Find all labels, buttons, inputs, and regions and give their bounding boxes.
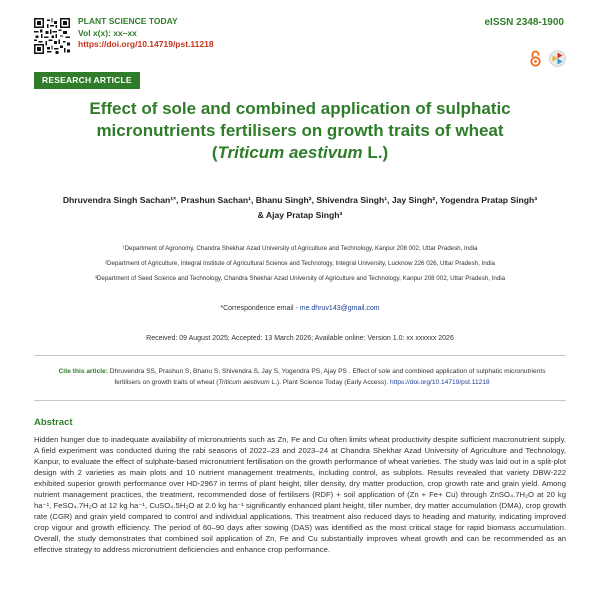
header-badges (530, 50, 566, 67)
citation-text-end: L.). Plant Science Today (Early Access). (269, 378, 391, 386)
citation-species: Triticum aestivum (218, 378, 270, 386)
journal-volume: Vol x(x): xx–xx (78, 27, 137, 38)
species-name: Triticum aestivum (217, 143, 363, 162)
abstract-text: Hidden hunger due to inadequate availability of micronutrients such as Zn, Fe and Cu often limits wheat productivity despite sufficient macronutrient supply. A field experiment was conducted during the rabi seasons of 2022–23 and 2023–24 at Chandra Shekhar Azad University of Agriculture and Technology, Kanpur, to evaluate the effect of sulphate-based micronutrient fertilisation on the growth performance of wheat varieties. The study was laid out in a split-plot design with 2 varieties as main plots and 10 nutrient management treatments, including control, as subplots. Results revealed that variety DBW-222 exhibited superior growth performance over HD-2967 in terms of plant height, tiller density, dry matter production, crop growth rate and grain yield. Among nutrient management practices, the treatment, recommended dose of fertilisers (RDF) + soil application of (Zn + Fe+ Cu) through ZnSO₄.7H₂O at 20 kg ha⁻¹, FeSO₄.7H₂O at 12 kg ha⁻¹, CuSO₄.5H₂O at 2.0 kg ha⁻¹ significantly enhanced plant height, tiller number, dry matter accumulation (DMA), crop growth rate (CGR) and grain yield compared to control and individual applications. This treatment also reduced days to heading and maturity, indicating improved crop vigour and growth efficiency. The period of 60–90 days after sowing (DAS) was identified as the most critical stage for rapid biomass accumulation. Overall, the study demonstrates that combined soil application of Zn, Fe and Cu substantially improves wheat growth and can be recommended as an effective strategy to address micronutrient deficiencies and enhance crop performance. (34, 435, 566, 555)
author-list (30, 193, 570, 223)
crossmark-icon[interactable] (549, 50, 566, 67)
title-line-2: micronutrients fertilisers on growth traits of wheat (96, 121, 504, 140)
correspondence (20, 305, 580, 312)
authors-line-2: & Ajay Pratap Singh³ (257, 210, 343, 220)
journal-doi-link[interactable]: https://doi.org/10.14719/pst.11218 (78, 39, 214, 49)
citation-block (52, 367, 552, 388)
article-dates: Received: 09 August 2025; Accepted: 13 March 2026; Available online: Version 1.0: xx xxxxxx 2026 (146, 335, 454, 342)
authors-line-1: Dhruvendra Singh Sachan¹˟, Prashun Sachan¹, Bhanu Singh², Shivendra Singh¹, Jay Singh², Yogendra Pratap Singh³ (62, 195, 538, 205)
eissn-label: eISSN 2348-1900 (484, 17, 564, 28)
citation-text: Dhruvendra SS, Prashun S, Bhanu S, Shivendra S, Jay S, Yogendra PS, Ajay PS . Effect of sole and combined application of sulphatic micronutrients fertilisers on growth traits of wheat ( (107, 368, 546, 386)
affiliation-1: ¹Department of Agronomy, Chandra Shekhar Azad University of Agriculture and Technology, Kanpur 208 002, Uttar Pradesh, India (122, 245, 478, 252)
article-type-badge: RESEARCH ARTICLE (34, 72, 140, 89)
affiliation-2: ²Department of Agriculture, Integral Institute of Agricultural Science and Technology, Integral University, Lucknow 226 026, Uttar Pradesh, India (104, 260, 496, 267)
species-open-paren: ( (211, 143, 218, 162)
divider-bottom (34, 400, 566, 401)
species-suffix: L.) (362, 143, 389, 162)
title-line-1: Effect of sole and combined application of sulphatic (89, 99, 511, 118)
open-access-icon[interactable] (530, 50, 541, 67)
correspondence-email-link[interactable]: me.dhruv143@gmail.com (299, 305, 380, 312)
citation-doi-link[interactable]: https://doi.org/10.14719/pst.11218 (390, 378, 490, 386)
article-title (40, 98, 560, 164)
title-line-3 (40, 142, 560, 164)
qr-code-icon (34, 18, 70, 54)
citation-label: Cite this article: (58, 368, 108, 375)
divider-top (34, 355, 566, 356)
abstract-heading: Abstract (34, 417, 73, 428)
journal-info (78, 16, 214, 51)
affiliation-3: ³Department of Seed Science and Technology, Chandra Shekhar Azad University of Agriculture and Technology, Kanpur 208 002, Uttar Pradesh, India (94, 275, 506, 282)
affiliations (20, 241, 580, 286)
journal-name: PLANT SCIENCE TODAY (78, 16, 178, 26)
correspondence-label: *Correspondence email - (220, 305, 300, 312)
